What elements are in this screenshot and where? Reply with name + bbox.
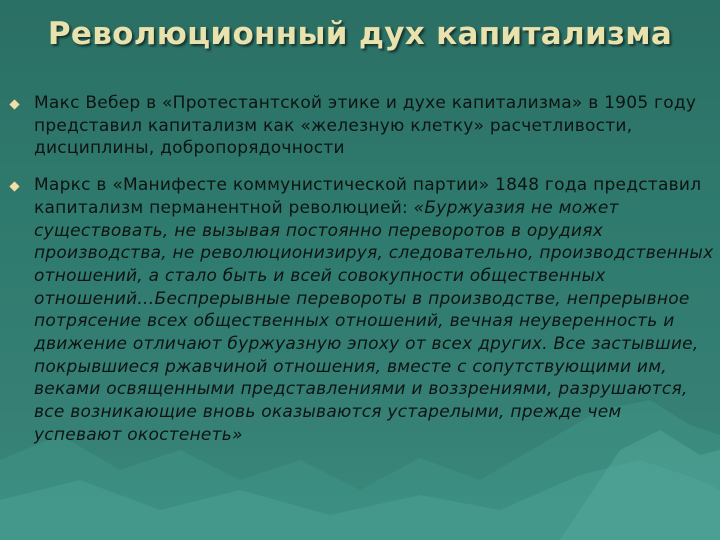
diamond-bullet-icon: [9, 181, 20, 192]
bullet-item-weber: [0, 92, 720, 160]
bullet-item-marx: [0, 174, 720, 446]
bullet-text: Маркс в «Манифесте коммунистической партии» 1848 года представил капитализм перманентной революцией:: [34, 175, 702, 218]
bullet-list: [0, 92, 720, 447]
bullet-text: Макс Вебер в «Протестантской этике и духе капитализма» в 1905 году представил капитализм как «железную клетку» расчетливости, дисциплины, добропорядочности: [34, 93, 697, 159]
slide-title: Революционный дух капитализма: [47, 16, 673, 52]
bullet-quote: «Буржуазия не может существовать, не вызывая постоянно переворотов в орудиях производства, не революционизируя, следовательно, производственных отношений, а стало быть и всей совокупности общественных отношений…Беспрерывные перевороты в производстве, непрерывное потрясение всех общественных отношений, вечная неуверенность и движение отличают буржуазную эпоху от всех других. Все застывшие, покрывшиеся ржавчиной отношения, вместе с сопутствующими им, веками освященными представлениями и воззрениями, разрушаются, все возникающие вновь оказываются устарелыми, прежде чем успевают окостенеть»: [34, 197, 714, 445]
diamond-bullet-icon: [9, 99, 20, 110]
